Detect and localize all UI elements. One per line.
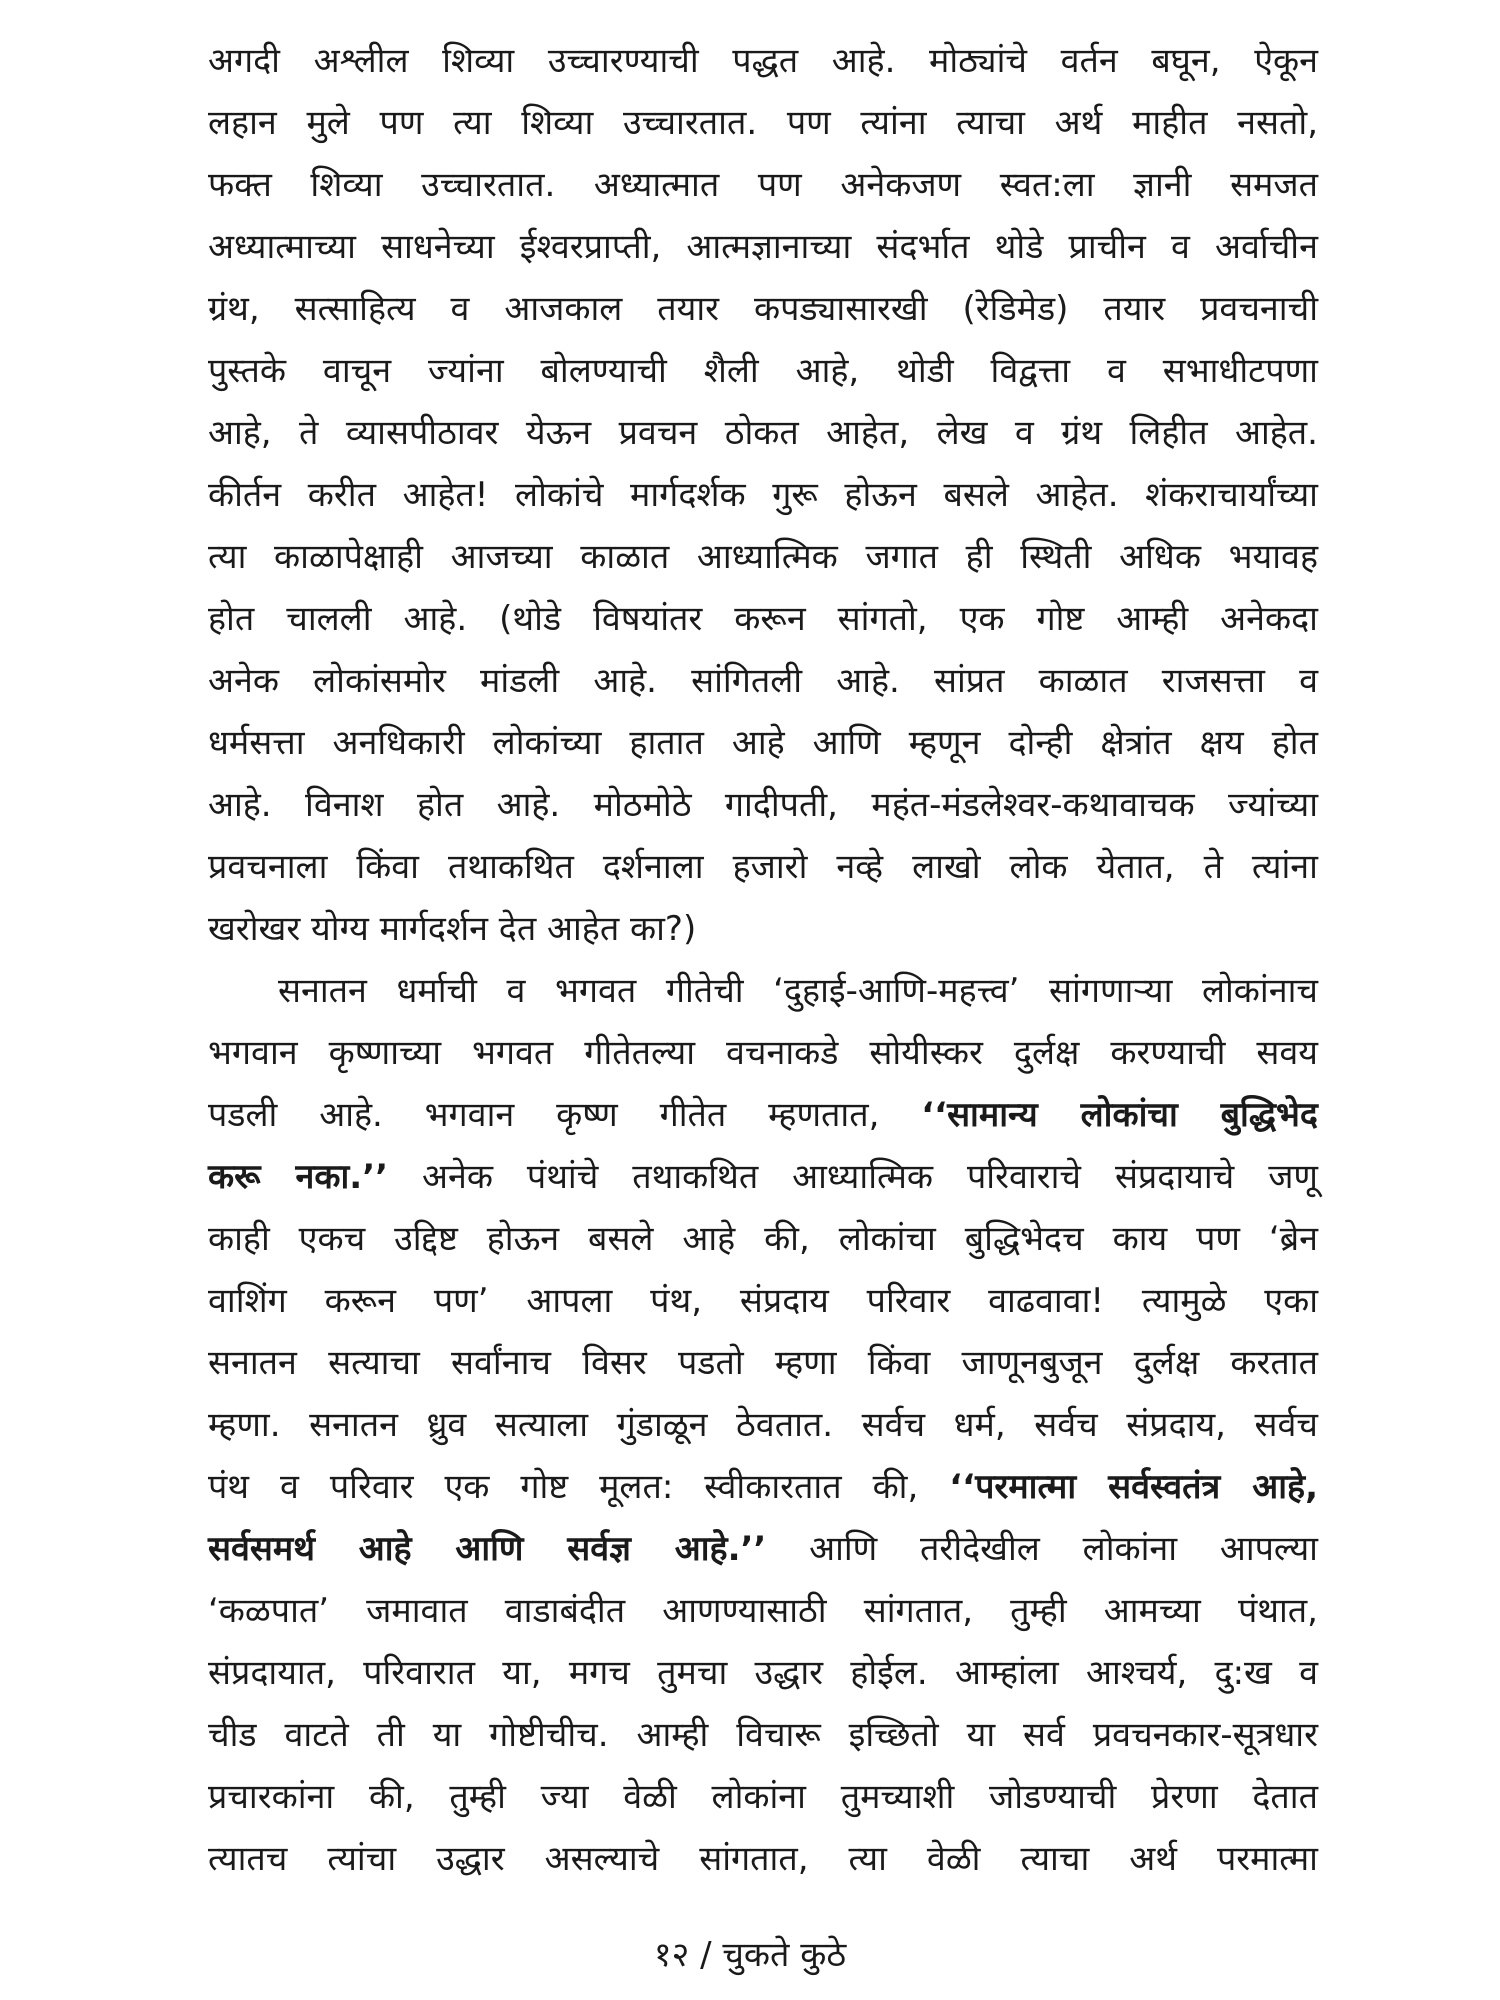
text-run: अनेक पंथांचे तथाकथित आध्यात्मिक परिवाराचे संप्रदायाचे जणू <box>388 1157 1318 1197</box>
text-line: प्रचारकांना की, तुम्ही ज्या वेळी लोकांना तुमच्याशी जोडण्याची प्रेरणा देतात <box>208 1777 1318 1817</box>
text-line: फक्त शिव्या उच्चारतात. अध्यात्मात पण अनेकजण स्वत:ला ज्ञानी समजत <box>208 165 1318 205</box>
text-line: ग्रंथ, सत्साहित्य व आजकाल तयार कपड्यासारखी (रेडिमेड) तयार प्रवचनाची <box>208 289 1318 329</box>
document-page <box>208 30 1318 1890</box>
text-run: पडली आहे. भगवान कृष्ण गीतेत म्हणतात, <box>208 1095 922 1135</box>
paragraph-1 <box>208 30 1318 960</box>
text-line: सनातन सत्याचा सर्वांनाच विसर पडतो म्हणा किंवा जाणूनबुजून दुर्लक्ष करतात <box>208 1343 1318 1383</box>
text-line: खरोखर योग्य मार्गदर्शन देत आहेत का?) <box>208 909 697 949</box>
text-line: आहे, ते व्यासपीठावर येऊन प्रवचन ठोकत आहेत, लेख व ग्रंथ लिहीत आहेत. <box>208 413 1318 453</box>
paragraph-2 <box>208 960 1318 1890</box>
bold-quote: करू नका.’’ <box>208 1157 389 1197</box>
text-line: म्हणा. सनातन ध्रुव सत्याला गुंडाळून ठेवतात. सर्वच धर्म, सर्वच संप्रदाय, सर्वच <box>208 1405 1318 1445</box>
bold-quote: ‘‘सामान्य लोकांचा बुद्धिभेद <box>921 1095 1318 1135</box>
text-line: संप्रदायात, परिवारात या, मगच तुमचा उद्धार होईल. आम्हांला आश्चर्य, दु:ख व <box>208 1653 1318 1693</box>
text-line: होत चालली आहे. (थोडे विषयांतर करून सांगतो, एक गोष्ट आम्ही अनेकदा <box>208 599 1318 639</box>
text-line: ‘कळपात’ जमावात वाडाबंदीत आणण्यासाठी सांगतात, तुम्ही आमच्या पंथात, <box>208 1591 1318 1631</box>
text-run: आणि तरीदेखील लोकांना आपल्या <box>766 1529 1318 1569</box>
text-line <box>208 1146 1318 1208</box>
text-line: प्रवचनाला किंवा तथाकथित दर्शनाला हजारो नव्हे लाखो लोक येतात, ते त्यांना <box>208 847 1318 887</box>
text-line: आहे. विनाश होत आहे. मोठमोठे गादीपती, महंत-मंडलेश्वर-कथावाचक ज्यांच्या <box>208 785 1318 825</box>
bold-quote: ‘‘परमात्मा सर्वस्वतंत्र आहे, <box>949 1467 1319 1507</box>
text-line: पुस्तके वाचून ज्यांना बोलण्याची शैली आहे, थोडी विद्वत्ता व सभाधीटपणा <box>208 351 1318 391</box>
text-line: त्या काळापेक्षाही आजच्या काळात आध्यात्मिक जगात ही स्थिती अधिक भयावह <box>208 537 1318 577</box>
text-line: वाशिंग करून पण’ आपला पंथ, संप्रदाय परिवार वाढवावा! त्यामुळे एका <box>208 1281 1318 1321</box>
text-line: त्यातच त्यांचा उद्धार असल्याचे सांगतात, त्या वेळी त्याचा अर्थ परमात्मा <box>208 1839 1318 1879</box>
text-line: काही एकच उद्दिष्ट होऊन बसले आहे की, लोकांचा बुद्धिभेदच काय पण ‘ब्रेन <box>208 1219 1318 1259</box>
text-line <box>208 1456 1318 1518</box>
text-line <box>208 1518 1318 1580</box>
text-line <box>208 1084 1318 1146</box>
text-line: कीर्तन करीत आहेत! लोकांचे मार्गदर्शक गुरू होऊन बसले आहेत. शंकराचार्यांच्या <box>208 475 1318 515</box>
text-line: सनातन धर्माची व भगवत गीतेची ‘दुहाई-आणि-महत्त्व’ सांगणाऱ्या लोकांनाच <box>278 971 1318 1011</box>
bold-quote: सर्वसमर्थ आहे आणि सर्वज्ञ आहे.’’ <box>208 1529 767 1569</box>
text-line: अध्यात्माच्या साधनेच्या ईश्वरप्राप्ती, आत्मज्ञानाच्या संदर्भात थोडे प्राचीन व अर्वाचीन <box>208 227 1318 267</box>
text-run: पंथ व परिवार एक गोष्ट मूलत: स्वीकारतात की, <box>208 1467 950 1507</box>
text-line: अनेक लोकांसमोर मांडली आहे. सांगितली आहे. सांप्रत काळात राजसत्ता व <box>208 661 1318 701</box>
text-line: धर्मसत्ता अनधिकारी लोकांच्या हातात आहे आणि म्हणून दोन्ही क्षेत्रांत क्षय होत <box>208 723 1318 763</box>
text-line: चीड वाटते ती या गोष्टीचीच. आम्ही विचारू इच्छितो या सर्व प्रवचनकार-सूत्रधार <box>208 1715 1318 1755</box>
text-line: भगवान कृष्णाच्या भगवत गीतेतल्या वचनाकडे सोयीस्कर दुर्लक्ष करण्याची सवय <box>208 1033 1318 1073</box>
text-line: अगदी अश्लील शिव्या उच्चारण्याची पद्धत आहे. मोठ्यांचे वर्तन बघून, ऐकून <box>208 41 1318 81</box>
text-line: लहान मुले पण त्या शिव्या उच्चारतात. पण त्यांना त्याचा अर्थ माहीत नसतो, <box>208 103 1318 143</box>
page-footer: १२ / चुकते कुठे <box>653 1935 847 1975</box>
